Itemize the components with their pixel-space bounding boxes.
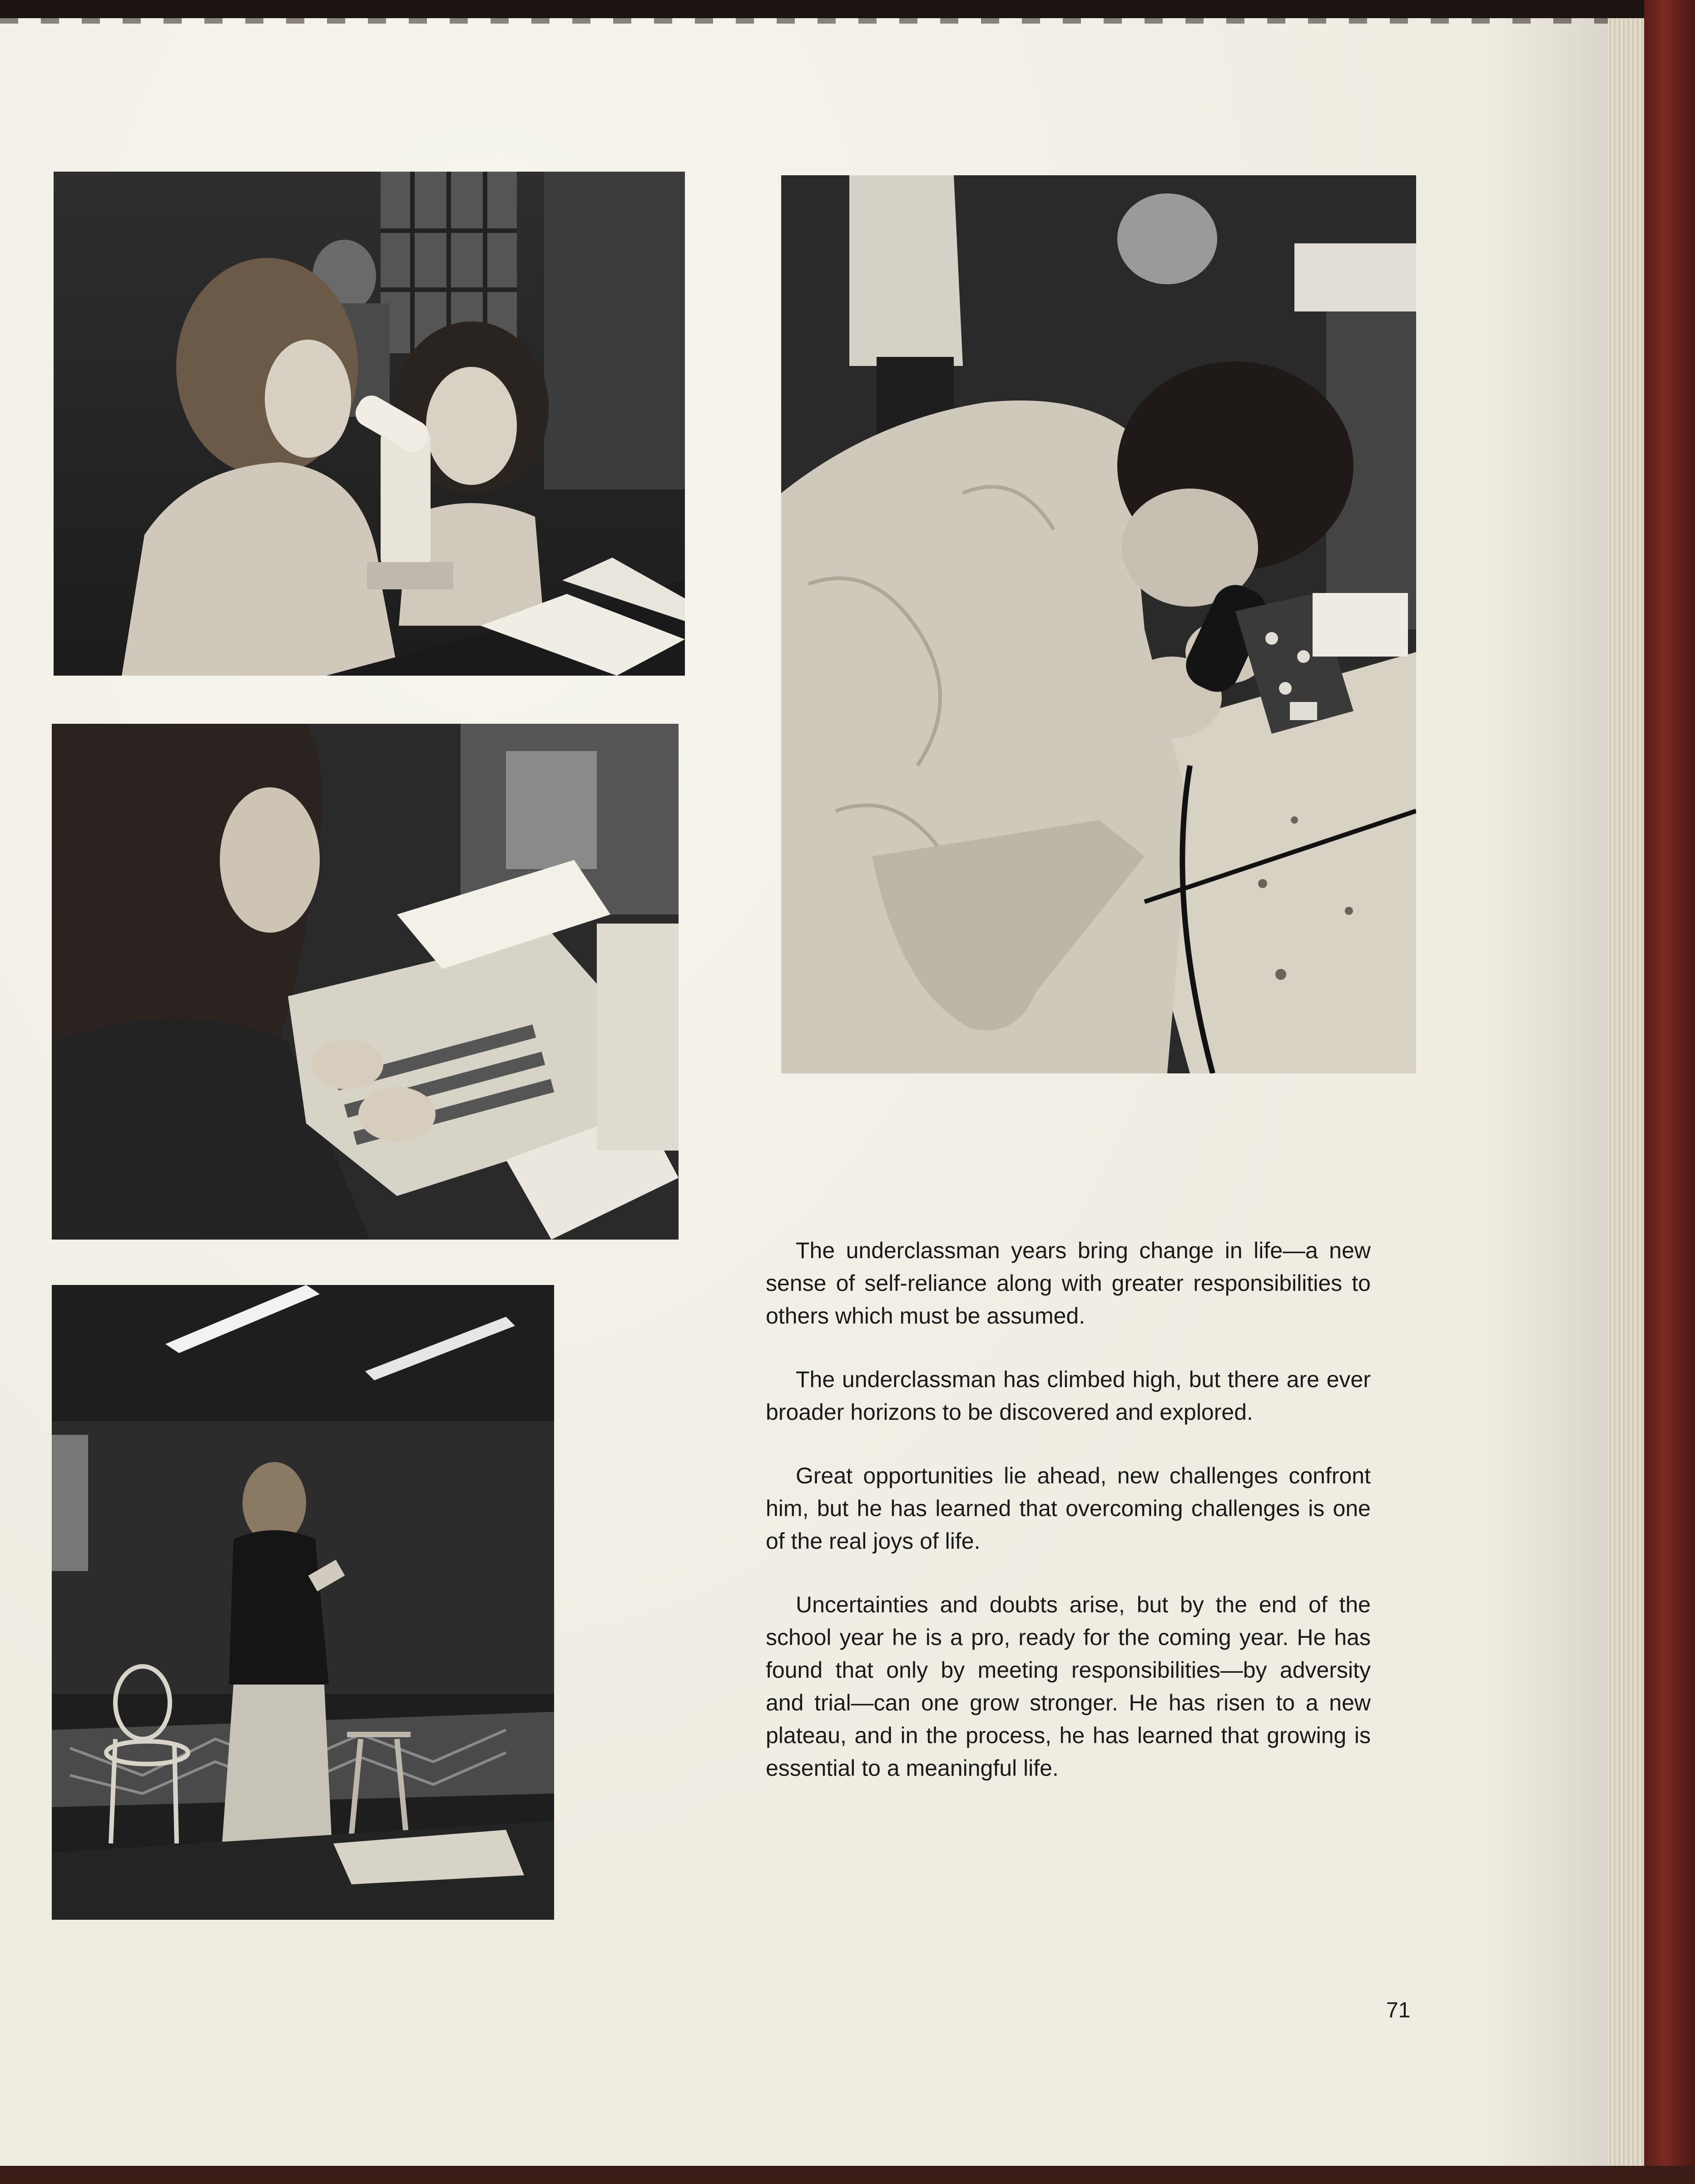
photo-students-microscope (54, 172, 685, 676)
paragraph-2: The underclassman has climbed high, but there are ever broader horizons to be discovered and explored. (766, 1367, 1371, 1425)
photo-student-soldering (781, 175, 1416, 1073)
photo-student-typewriter (52, 724, 679, 1240)
paragraph-3: Great opportunities lie ahead, new challenges confront him, but he has learned that overcoming challenges is one of the real joys of life. (766, 1463, 1371, 1554)
page-edges (1608, 18, 1644, 2184)
paragraph-4: Uncertainties and doubts arise, but by the end of the school year he is a pro, ready for the coming year. He has found that only by meeting responsibilities—by adversity and trial—can one grow stronger. He has risen to a new plateau, and in the process, he has learned that growing is essential to a meaningful life. (766, 1592, 1371, 1781)
paragraph-1: The underclassman years bring change in life—a new sense of self-reliance along with greater responsibilities to others which must be assumed. (766, 1238, 1371, 1329)
page-number: 71 (1386, 1998, 1411, 2022)
body-text (766, 1234, 1371, 1815)
photo-student-stage (52, 1285, 554, 1920)
scan-bottom-edge (0, 2166, 1695, 2184)
book-cover-edge (1644, 0, 1695, 2184)
scan-top-edge (0, 0, 1695, 18)
